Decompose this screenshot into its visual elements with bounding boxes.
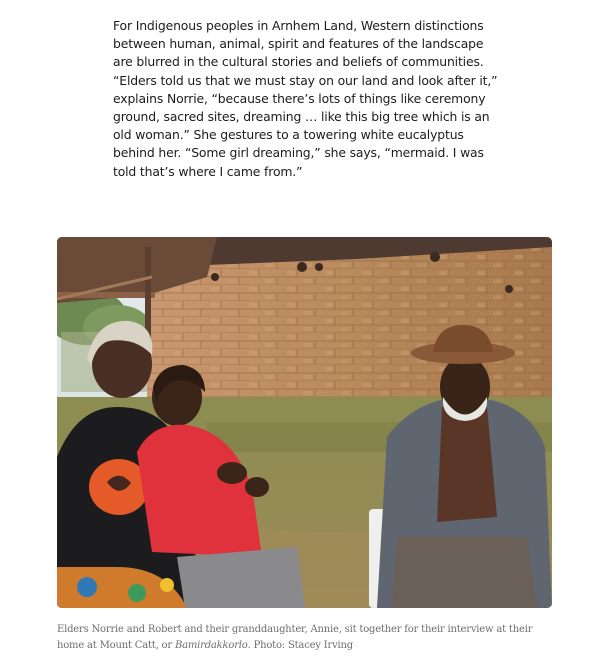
grey-shorts xyxy=(177,547,305,608)
photo-caption xyxy=(57,622,557,653)
article-photo xyxy=(57,237,552,608)
caption-text: Elders Norrie and Robert and their granddaughter, Annie, sit together for their interview at their home at Mount Catt, or xyxy=(57,624,533,651)
article-paragraph: For Indigenous peoples in Arnhem Land, Western distinctions between human, animal, spirit and features of the landscape are blurred in the cultural stories and beliefs of communities. “Elders told us that we must stay on our land and look after it,” explains Norrie, “because there’s lots of things like ceremony ground, sacred sites, dreaming … like this big tree which is an old woman.” She gestures to a towering white eucalyptus behind her. “Some girl dreaming,” she says, “mermaid. I was told that’s where I came from.” xyxy=(113,18,498,179)
caption-credit: . Photo: Stacey Irving xyxy=(247,639,353,651)
photo-scene xyxy=(57,237,552,608)
bare-chest xyxy=(437,407,497,522)
caption-place-name: Bamirdakkorlo xyxy=(174,639,248,651)
